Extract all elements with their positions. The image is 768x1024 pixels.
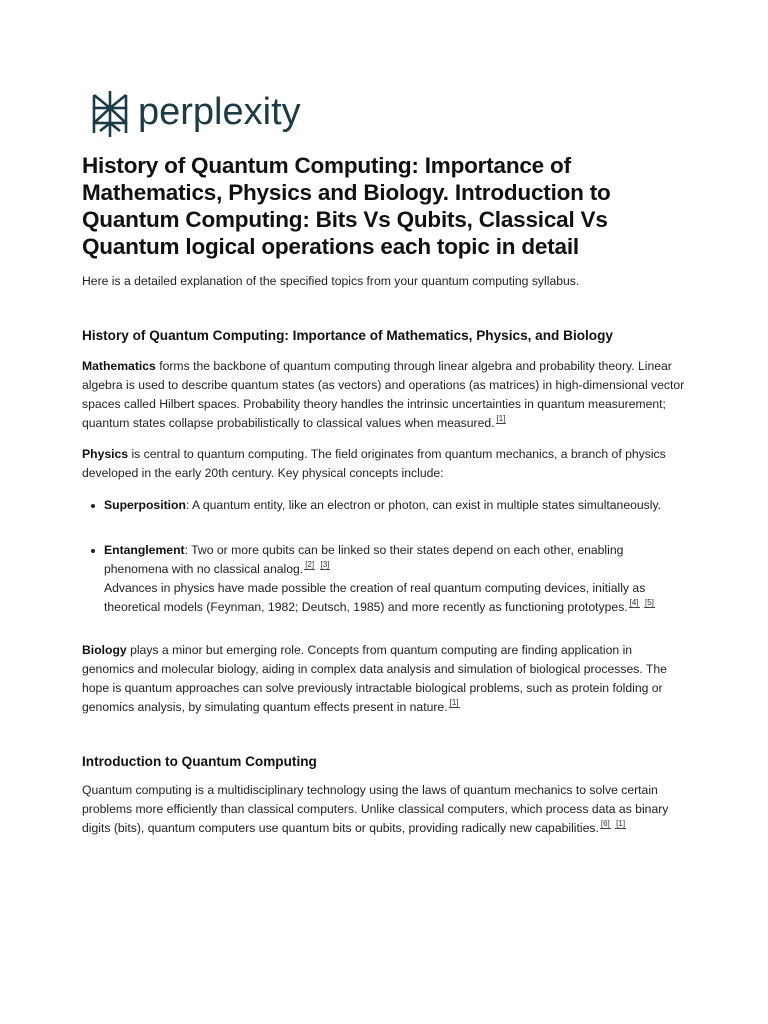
bullet-list: [82, 496, 686, 515]
introduction-body: Quantum computing is a multidisciplinary technology using the laws of quantum mechanics to solve certain problems more efficiently than classical computers. Unlike classical computers, which process data as binary digits (bits), quantum computers use quantum bits or qubits, providing radically new capabilities.: [82, 783, 669, 835]
mathematics-body: forms the backbone of quantum computing through linear algebra and probability theory. Linear algebra is used to describe quantum states (as vectors) and operations (as matrices) in high-dimensional vector spaces called Hilbert spaces. Probability theory handles the intrinsic uncertainties in quantum measurement; quantum states collapse probabilistically to classical values when measured.: [82, 359, 685, 430]
physics-advances-text: Advances in physics have made possible the creation of real quantum computing devices, initially as theoretical models (Feynman, 1982; Deutsch, 1985) and more recently as functioning prototypes.: [104, 581, 646, 614]
paragraph-physics: [82, 445, 686, 483]
term-biology: Biology: [82, 643, 127, 657]
physics-concepts-list: [82, 496, 686, 515]
list-item-superposition: Superposition: A quantum entity, like an electron or photon, can exist in multiple states simultaneously.: [82, 496, 686, 515]
citation-1c[interactable]: [1]: [616, 819, 626, 828]
perplexity-wordmark: perplexity: [138, 91, 301, 133]
perplexity-logo: [90, 88, 301, 140]
section-heading-history: History of Quantum Computing: Importance of Mathematics, Physics, and Biology: [82, 328, 613, 343]
introduction-text: [82, 781, 686, 838]
entanglement-item-wrap: [82, 541, 686, 617]
term-entanglement: Entanglement: [104, 543, 185, 557]
intro-paragraph: Here is a detailed explanation of the specified topics from your quantum computing syllabus.: [82, 274, 580, 288]
paragraph-biology: [82, 641, 686, 717]
physics-body: is central to quantum computing. The field originates from quantum mechanics, a branch of physics developed in the early 20th century. Key physical concepts include:: [82, 447, 666, 480]
term-physics: Physics: [82, 447, 129, 461]
paragraph-introduction: [82, 781, 686, 838]
citation-1b[interactable]: [1]: [449, 698, 459, 707]
biology-body: plays a minor but emerging role. Concepts from quantum computing are finding application in genomics and molecular biology, aiding in complex data analysis and simulation of biological processes. The hope is quantum approaches can solve previously intractable biological problems, such as protein folding or genomics analysis, by simulating quantum effects present in nature.: [82, 643, 667, 714]
mathematics-text: [82, 357, 686, 433]
citation-2[interactable]: [2]: [305, 560, 315, 569]
term-superposition: Superposition: [104, 498, 186, 512]
page-title: History of Quantum Computing: Importance of Mathematics, Physics and Biology. Introduction to Quantum Computing: Bits Vs Qubits, Classical Vs Quantum logical operations each topic in detail: [82, 153, 611, 259]
citation-6[interactable]: [6]: [600, 819, 610, 828]
section-heading-introduction: Introduction to Quantum Computing: [82, 754, 317, 769]
section-history: [82, 327, 686, 345]
biology-text: [82, 641, 686, 717]
perplexity-logo-icon: [90, 89, 130, 139]
citation-4[interactable]: [4]: [629, 598, 639, 607]
section-introduction: [82, 753, 686, 771]
list-item-entanglement: Entanglement: Two or more qubits can be linked so their states depend on each other, enabling phenomena with no classical analog. [2] [3] Advances in physics have made possible the creation of real quantum computing devices, initially as theoretical models (Feynman, 1982; Deutsch, 1985) and more recently as functioning prototypes. [4] [5]: [82, 541, 686, 617]
physics-text: [82, 445, 686, 483]
citation-5[interactable]: [5]: [644, 598, 654, 607]
paragraph-mathematics: [82, 357, 686, 433]
bullet-list: [82, 541, 686, 617]
term-mathematics: Mathematics: [82, 359, 156, 373]
citation-3[interactable]: [3]: [320, 560, 330, 569]
citation-1[interactable]: [1]: [496, 414, 506, 423]
